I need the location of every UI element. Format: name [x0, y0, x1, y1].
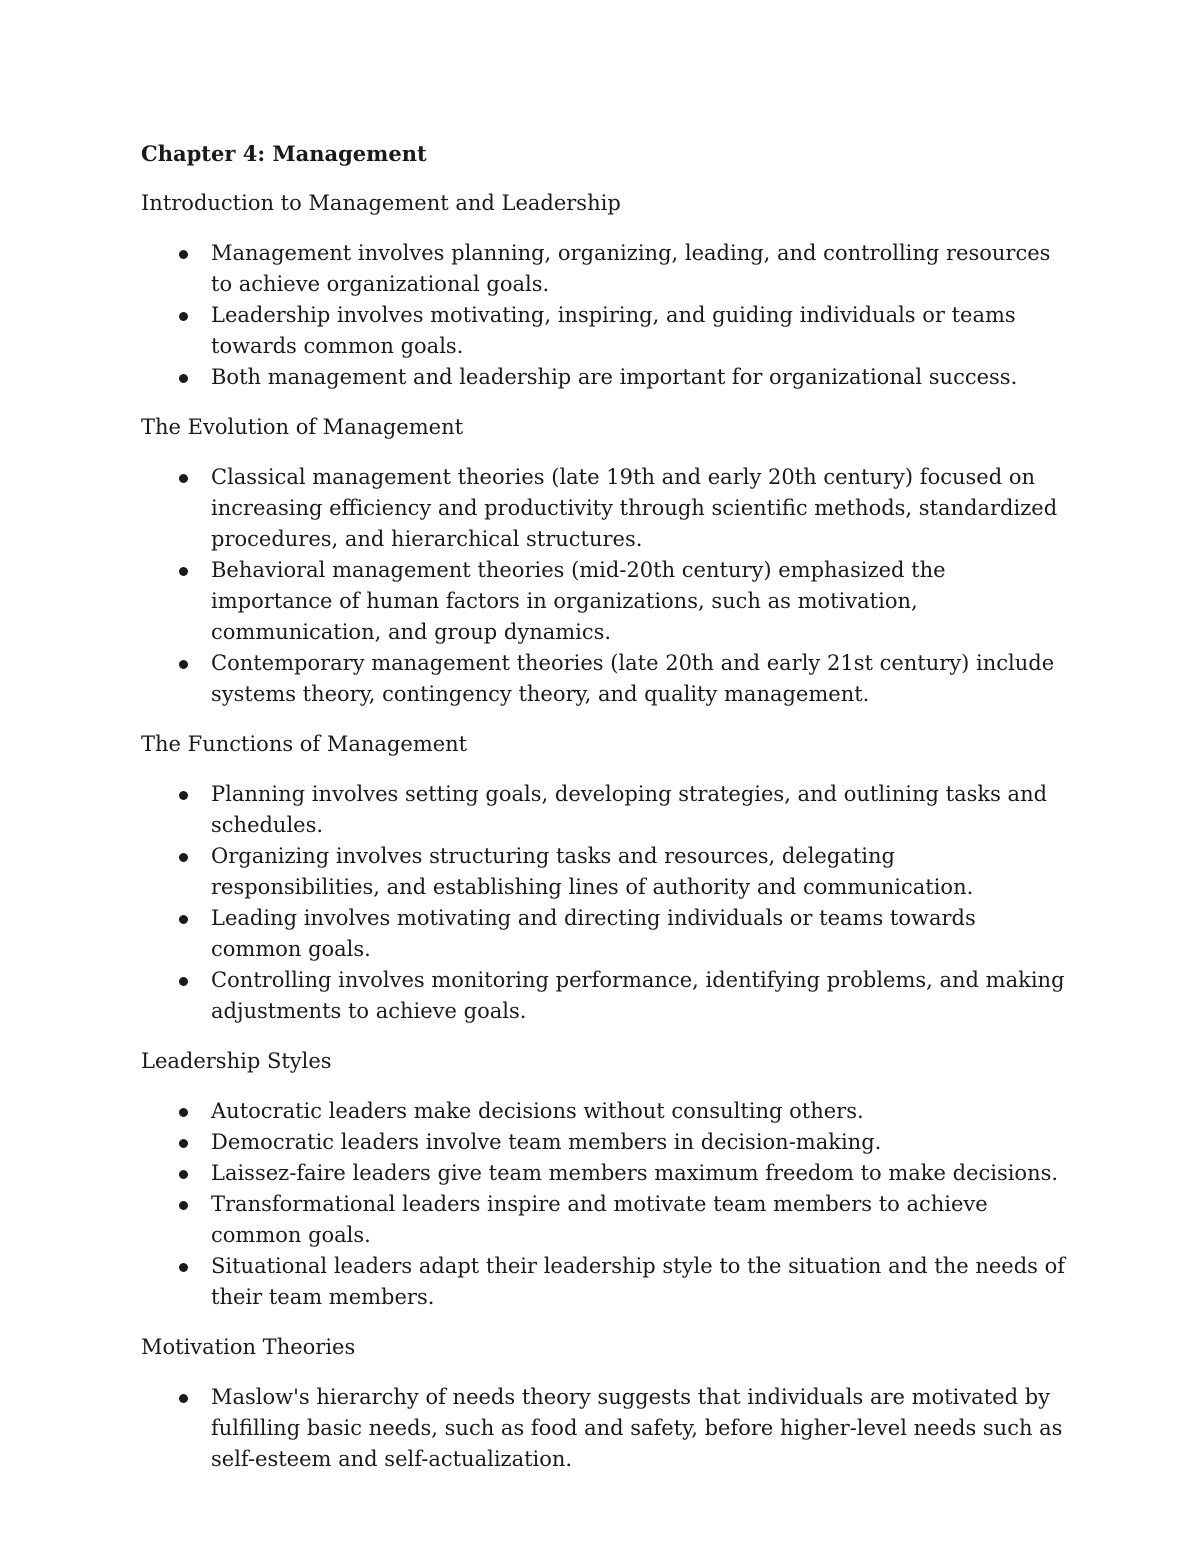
list-item	[141, 903, 1066, 965]
list-item	[141, 1158, 1066, 1189]
list-item	[141, 1382, 1066, 1475]
bullet-icon	[179, 915, 188, 924]
bullet-icon	[179, 250, 188, 259]
list-item	[141, 779, 1066, 841]
list-item	[141, 300, 1066, 362]
bullet-icon	[179, 1108, 188, 1117]
list-item-text: Leadership involves motivating, inspiring, and guiding individuals or teams towards common goals.	[211, 303, 1016, 358]
list-item	[141, 965, 1066, 1027]
page-title: Chapter 4: Management	[141, 141, 427, 166]
list-item	[141, 555, 1066, 648]
bullet-icon	[179, 660, 188, 669]
bullet-icon	[179, 1170, 188, 1179]
list-item	[141, 648, 1066, 710]
list-item	[141, 238, 1066, 300]
section-heading: Introduction to Management and Leadership	[141, 191, 621, 215]
section-motivation-theories	[141, 1332, 1066, 1475]
bullet-icon	[179, 1201, 188, 1210]
list-item	[141, 462, 1066, 555]
list-item-text: Autocratic leaders make decisions without consulting others.	[211, 1099, 864, 1123]
list-item	[141, 1251, 1066, 1313]
section-heading: Motivation Theories	[141, 1335, 356, 1359]
bullet-icon	[179, 312, 188, 321]
bullet-icon	[179, 1139, 188, 1148]
list-item-text: Maslow's hierarchy of needs theory suggests that individuals are motivated by fulfilling basic needs, such as food and safety, before higher-level needs such as self-esteem and self-actualization.	[211, 1385, 1063, 1471]
list-item	[141, 1189, 1066, 1251]
list-item-text: Controlling involves monitoring performance, identifying problems, and making adjustments to achieve goals.	[211, 968, 1065, 1023]
list-item-text: Democratic leaders involve team members in decision-making.	[211, 1130, 882, 1154]
bullet-icon	[179, 567, 188, 576]
bullet-list	[141, 462, 1066, 710]
list-item	[141, 1096, 1066, 1127]
list-item	[141, 362, 1066, 393]
list-item-text: Leading involves motivating and directing individuals or teams towards common goals.	[211, 906, 976, 961]
section-evolution	[141, 412, 1066, 710]
bullet-list	[141, 1382, 1066, 1475]
section-functions	[141, 729, 1066, 1027]
section-introduction	[141, 188, 1066, 393]
section-heading: Leadership Styles	[141, 1049, 332, 1073]
list-item-text: Classical management theories (late 19th and early 20th century) focused on increasing efficiency and productivity through scientific methods, standardized procedures, and hierarchical structures.	[211, 465, 1058, 551]
bullet-icon	[179, 977, 188, 986]
bullet-list	[141, 238, 1066, 393]
section-heading: The Evolution of Management	[141, 415, 464, 439]
bullet-list	[141, 1096, 1066, 1313]
list-item	[141, 1127, 1066, 1158]
list-item-text: Transformational leaders inspire and motivate team members to achieve common goals.	[211, 1192, 988, 1247]
section-heading: The Functions of Management	[141, 732, 468, 756]
list-item-text: Planning involves setting goals, developing strategies, and outlining tasks and schedules.	[211, 782, 1048, 837]
list-item-text: Situational leaders adapt their leadership style to the situation and the needs of their team members.	[211, 1254, 1066, 1309]
list-item-text: Behavioral management theories (mid-20th century) emphasized the importance of human factors in organizations, such as motivation, communication, and group dynamics.	[211, 558, 946, 644]
list-item-text: Management involves planning, organizing, leading, and controlling resources to achieve organizational goals.	[211, 241, 1051, 296]
document-page	[141, 138, 1066, 1494]
bullet-icon	[179, 474, 188, 483]
bullet-icon	[179, 791, 188, 800]
section-leadership-styles	[141, 1046, 1066, 1313]
bullet-icon	[179, 853, 188, 862]
bullet-icon	[179, 1263, 188, 1272]
bullet-icon	[179, 1394, 188, 1403]
list-item-text: Both management and leadership are important for organizational success.	[211, 365, 1018, 389]
bullet-list	[141, 779, 1066, 1027]
list-item-text: Laissez-faire leaders give team members maximum freedom to make decisions.	[211, 1161, 1059, 1185]
bullet-icon	[179, 374, 188, 383]
list-item-text: Contemporary management theories (late 20th and early 21st century) include systems theory, contingency theory, and quality management.	[211, 651, 1055, 706]
list-item-text: Organizing involves structuring tasks and resources, delegating responsibilities, and establishing lines of authority and communication.	[211, 844, 974, 899]
list-item	[141, 841, 1066, 903]
